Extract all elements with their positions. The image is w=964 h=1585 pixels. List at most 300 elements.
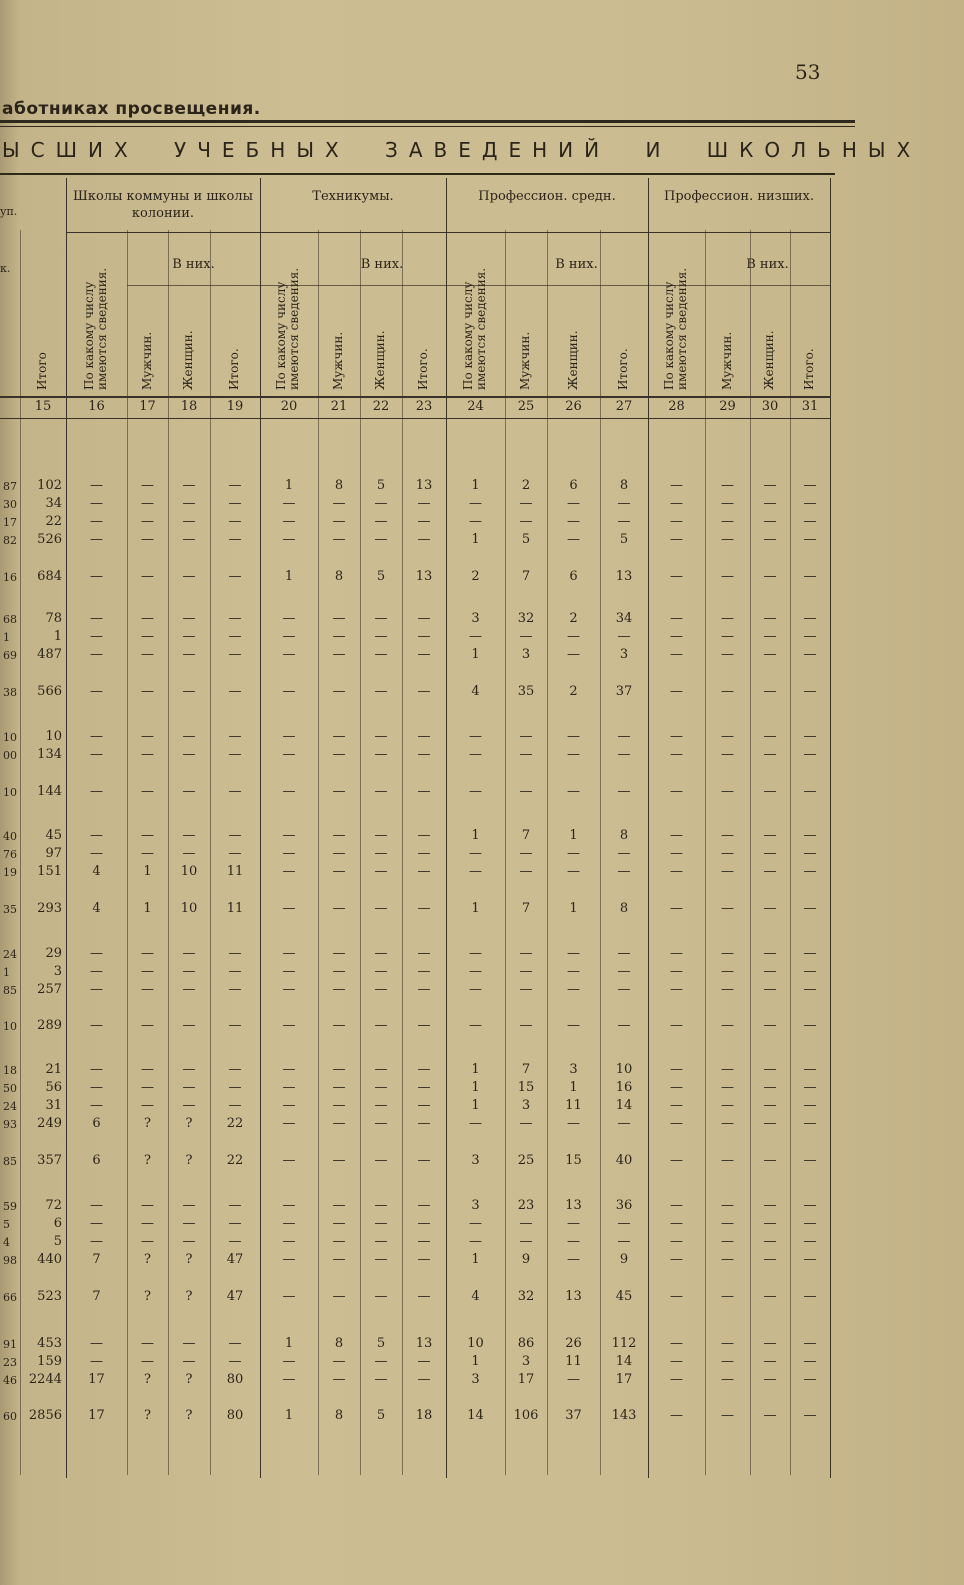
- table-cell: —: [721, 864, 734, 879]
- table-cell: —: [721, 964, 734, 979]
- table-cell: —: [374, 532, 388, 547]
- table-cell: —: [417, 1080, 431, 1095]
- table-cell: 1: [471, 901, 480, 916]
- table-cell: —: [374, 1216, 388, 1231]
- stub-number: 10: [3, 731, 17, 744]
- table-cell: 289: [37, 1018, 62, 1033]
- table-cell: —: [182, 569, 196, 584]
- table-cell: —: [617, 846, 631, 861]
- table-cell: ?: [185, 1252, 193, 1267]
- table-cell: —: [228, 784, 242, 799]
- stub-number: 46: [3, 1374, 17, 1387]
- table-cell: 6: [92, 1153, 101, 1168]
- group-subheader: В них.: [360, 257, 404, 272]
- table-cell: —: [417, 1289, 431, 1304]
- table-cell: —: [721, 1198, 734, 1213]
- table-cell: —: [567, 729, 580, 744]
- table-cell: —: [763, 982, 777, 997]
- table-cell: —: [332, 611, 346, 626]
- stub-number: 18: [3, 1064, 17, 1077]
- table-cell: —: [90, 532, 103, 547]
- table-cell: —: [332, 982, 346, 997]
- table-cell: —: [763, 1408, 777, 1423]
- table-cell: 1: [471, 1062, 480, 1077]
- table-cell: 1: [284, 1336, 294, 1351]
- table-cell: 86: [517, 1336, 535, 1351]
- table-cell: —: [417, 828, 431, 843]
- table-cell: —: [417, 846, 431, 861]
- table-cell: 22: [226, 1116, 244, 1131]
- table-cell: —: [228, 684, 242, 699]
- table-cell: 31: [45, 1098, 62, 1113]
- table-cell: —: [182, 532, 196, 547]
- table-cell: —: [721, 532, 734, 547]
- table-cell: 36: [615, 1198, 633, 1213]
- table-cell: —: [141, 647, 154, 662]
- table-cell: —: [763, 1018, 777, 1033]
- table-cell: —: [417, 1116, 431, 1131]
- table-cell: ?: [185, 1153, 193, 1168]
- table-cell: 1: [569, 1080, 578, 1095]
- table-cell: —: [228, 982, 242, 997]
- table-cell: —: [417, 946, 431, 961]
- table-cell: —: [803, 478, 817, 493]
- table-cell: —: [332, 747, 346, 762]
- table-cell: —: [763, 647, 777, 662]
- table-cell: —: [763, 784, 777, 799]
- table-cell: —: [721, 729, 734, 744]
- stub-number: 69: [3, 649, 17, 662]
- table-cell: —: [763, 828, 777, 843]
- table-cell: —: [90, 729, 103, 744]
- table-cell: 102: [37, 478, 62, 493]
- table-cell: —: [721, 1153, 734, 1168]
- table-cell: 9: [619, 1252, 629, 1267]
- table-cell: —: [670, 514, 683, 529]
- table-cell: 32: [517, 611, 535, 626]
- column-label-known: По какому числу имеются сведения.: [661, 267, 689, 390]
- table-cell: —: [803, 1336, 817, 1351]
- table-cell: —: [182, 1098, 196, 1113]
- stub-header-bottom: к.: [0, 262, 11, 275]
- table-cell: —: [182, 611, 196, 626]
- column-number: 18: [180, 399, 198, 414]
- table-cell: —: [282, 1153, 296, 1168]
- table-cell: 35: [517, 684, 535, 699]
- table-cell: —: [803, 496, 817, 511]
- stub-number: 1: [3, 966, 10, 979]
- table-cell: —: [763, 1062, 777, 1077]
- column-number-rule-bottom: [0, 418, 830, 419]
- table-cell: —: [417, 1372, 431, 1387]
- table-cell: —: [763, 514, 777, 529]
- table-cell: —: [282, 1198, 296, 1213]
- table-cell: —: [721, 1062, 734, 1077]
- table-cell: —: [141, 1336, 154, 1351]
- table-cell: —: [670, 946, 683, 961]
- table-cell: —: [803, 1234, 817, 1249]
- table-cell: —: [617, 747, 631, 762]
- table-cell: —: [141, 1080, 154, 1095]
- column-number-rule-top: [0, 396, 830, 398]
- table-cell: ?: [144, 1372, 151, 1387]
- table-cell: 97: [45, 846, 62, 861]
- table-cell: —: [417, 647, 431, 662]
- column-number: 28: [668, 399, 685, 414]
- table-cell: —: [803, 982, 817, 997]
- table-cell: —: [90, 828, 103, 843]
- table-cell: —: [519, 1018, 533, 1033]
- table-cell: 29: [45, 946, 62, 961]
- table-cell: —: [228, 629, 242, 644]
- table-cell: —: [763, 532, 777, 547]
- table-cell: —: [670, 901, 683, 916]
- table-cell: —: [617, 784, 631, 799]
- table-cell: —: [374, 864, 388, 879]
- stub-number: 1: [3, 631, 10, 644]
- table-cell: —: [519, 846, 533, 861]
- table-cell: —: [721, 784, 734, 799]
- table-cell: —: [141, 611, 154, 626]
- table-cell: —: [90, 1354, 103, 1369]
- stub-number: 60: [3, 1410, 17, 1423]
- column-number: 29: [719, 399, 736, 414]
- table-cell: 3: [471, 1372, 480, 1387]
- group-subheader: В них.: [555, 257, 598, 272]
- stub-number: 16: [3, 571, 17, 584]
- table-cell: —: [721, 1372, 734, 1387]
- table-cell: —: [182, 1018, 196, 1033]
- table-cell: —: [332, 864, 346, 879]
- table-cell: 6: [53, 1216, 62, 1231]
- stub-number: 38: [3, 686, 17, 699]
- table-cell: 1: [284, 569, 294, 584]
- table-cell: —: [141, 629, 154, 644]
- table-cell: —: [332, 1234, 346, 1249]
- table-cell: —: [617, 729, 631, 744]
- table-cell: —: [763, 729, 777, 744]
- table-cell: 106: [513, 1408, 539, 1423]
- column-label-women: Женщин.: [181, 330, 195, 390]
- table-cell: —: [721, 496, 734, 511]
- table-cell: —: [182, 747, 196, 762]
- table-cell: —: [332, 1372, 346, 1387]
- table-cell: —: [332, 496, 346, 511]
- column-number: 27: [615, 399, 633, 414]
- table-cell: —: [228, 1234, 242, 1249]
- table-cell: —: [90, 1098, 103, 1113]
- table-cell: —: [567, 1116, 580, 1131]
- table-cell: —: [332, 828, 346, 843]
- table-cell: —: [182, 982, 196, 997]
- table-cell: 159: [37, 1354, 62, 1369]
- group-title: Профессион. низших.: [664, 189, 814, 204]
- table-cell: —: [141, 1062, 154, 1077]
- table-cell: 1: [471, 1080, 480, 1095]
- table-cell: 47: [226, 1289, 244, 1304]
- table-cell: 40: [615, 1153, 633, 1168]
- table-cell: 23: [517, 1198, 535, 1213]
- table-cell: —: [374, 1153, 388, 1168]
- table-cell: —: [803, 846, 817, 861]
- table-cell: —: [90, 982, 103, 997]
- table-cell: 2244: [28, 1372, 62, 1387]
- table-cell: —: [721, 1289, 734, 1304]
- table-cell: —: [519, 784, 533, 799]
- column-number: 26: [565, 399, 582, 414]
- table-cell: —: [90, 1080, 103, 1095]
- table-cell: —: [332, 964, 346, 979]
- table-cell: ?: [185, 1372, 193, 1387]
- table-cell: 34: [45, 496, 62, 511]
- table-cell: —: [417, 864, 431, 879]
- table-cell: —: [721, 629, 734, 644]
- table-cell: 14: [467, 1408, 484, 1423]
- column-number: 31: [801, 399, 819, 414]
- stub-number: 68: [3, 613, 17, 626]
- table-cell: —: [803, 1216, 817, 1231]
- table-cell: —: [141, 532, 154, 547]
- stub-number: 98: [3, 1254, 17, 1267]
- table-cell: —: [374, 1098, 388, 1113]
- table-cell: —: [141, 946, 154, 961]
- table-cell: —: [617, 1216, 631, 1231]
- table-cell: —: [90, 1062, 103, 1077]
- table-cell: —: [763, 684, 777, 699]
- table-cell: —: [567, 982, 580, 997]
- table-cell: —: [567, 864, 580, 879]
- table-cell: 1: [471, 828, 480, 843]
- table-cell: —: [182, 1354, 196, 1369]
- table-cell: —: [282, 1234, 296, 1249]
- table-cell: 13: [565, 1198, 582, 1213]
- table-cell: 1: [471, 647, 480, 662]
- table-cell: 2: [569, 611, 578, 626]
- stub-number: 66: [3, 1291, 17, 1304]
- table-cell: —: [803, 532, 817, 547]
- column-label-men: Мужчин.: [139, 331, 154, 390]
- table-cell: —: [282, 1252, 296, 1267]
- table-cell: —: [282, 629, 296, 644]
- table-cell: —: [567, 1216, 580, 1231]
- table-cell: —: [332, 1080, 346, 1095]
- table-cell: —: [332, 901, 346, 916]
- table-cell: —: [670, 964, 683, 979]
- table-cell: —: [469, 729, 482, 744]
- table-cell: 32: [517, 1289, 535, 1304]
- table-cell: —: [332, 946, 346, 961]
- column-number: 19: [226, 399, 244, 414]
- table-cell: —: [763, 1080, 777, 1095]
- table-cell: —: [374, 647, 388, 662]
- table-cell: —: [670, 478, 683, 493]
- table-cell: —: [803, 1062, 817, 1077]
- stub-number: 4: [3, 1236, 10, 1249]
- table-cell: —: [228, 478, 242, 493]
- table-cell: —: [282, 647, 296, 662]
- table-cell: —: [374, 1252, 388, 1267]
- table-cell: 134: [37, 747, 62, 762]
- table-cell: 18: [415, 1408, 433, 1423]
- table-cell: 8: [334, 478, 344, 493]
- table-cell: —: [567, 1252, 580, 1267]
- table-cell: —: [763, 1336, 777, 1351]
- table-cell: 8: [334, 1408, 344, 1423]
- table-cell: —: [141, 684, 154, 699]
- table-cell: 10: [180, 864, 198, 879]
- table-cell: —: [417, 1234, 431, 1249]
- table-cell: 151: [37, 864, 62, 879]
- table-cell: —: [141, 982, 154, 997]
- table-cell: 1: [569, 901, 578, 916]
- table-cell: —: [374, 1198, 388, 1213]
- table-cell: 2: [471, 569, 480, 584]
- table-cell: —: [374, 611, 388, 626]
- table-cell: —: [763, 747, 777, 762]
- table-cell: —: [763, 496, 777, 511]
- table-cell: —: [141, 1354, 154, 1369]
- group-divider: [830, 178, 831, 1478]
- table-cell: 11: [226, 864, 244, 879]
- table-cell: ?: [144, 1289, 151, 1304]
- table-cell: —: [182, 496, 196, 511]
- table-cell: ?: [144, 1252, 151, 1267]
- table-cell: —: [228, 514, 242, 529]
- table-cell: —: [332, 1062, 346, 1077]
- table-cell: —: [417, 684, 431, 699]
- stub-number: 17: [3, 516, 17, 529]
- table-cell: —: [182, 684, 196, 699]
- table-cell: —: [374, 828, 388, 843]
- table-cell: —: [374, 496, 388, 511]
- table-cell: —: [282, 1062, 296, 1077]
- table-cell: —: [332, 629, 346, 644]
- table-cell: —: [182, 1216, 196, 1231]
- table-cell: —: [763, 1098, 777, 1113]
- table-cell: —: [763, 964, 777, 979]
- table-cell: —: [803, 1018, 817, 1033]
- column-label-known: По какому числу имеются сведения.: [274, 267, 301, 390]
- table-cell: —: [332, 1098, 346, 1113]
- stub-number: 91: [3, 1338, 17, 1351]
- stub-number: 40: [3, 830, 17, 843]
- stub-number: 35: [3, 903, 17, 916]
- table-cell: 21: [45, 1062, 62, 1077]
- table-cell: 8: [334, 1336, 344, 1351]
- table-cell: —: [670, 684, 683, 699]
- table-cell: —: [282, 1372, 296, 1387]
- table-cell: —: [182, 1336, 196, 1351]
- table-cell: —: [721, 828, 734, 843]
- table-cell: —: [803, 784, 817, 799]
- table-cell: 5: [53, 1234, 62, 1249]
- table-cell: —: [519, 1234, 533, 1249]
- table-cell: —: [90, 846, 103, 861]
- table-cell: —: [803, 629, 817, 644]
- stub-number: 24: [3, 948, 17, 961]
- table-cell: —: [519, 864, 533, 879]
- column-label-men: Мужчин.: [719, 331, 734, 390]
- table-cell: —: [182, 846, 196, 861]
- table-cell: —: [567, 846, 580, 861]
- stub-number: 19: [3, 866, 17, 879]
- table-cell: 1: [284, 478, 294, 493]
- table-cell: —: [182, 946, 196, 961]
- table-cell: —: [374, 846, 388, 861]
- table-cell: 1: [471, 1098, 480, 1113]
- table-cell: —: [90, 514, 103, 529]
- table-cell: —: [282, 729, 296, 744]
- table-cell: 15: [565, 1153, 582, 1168]
- table-cell: —: [469, 964, 482, 979]
- table-cell: —: [721, 569, 734, 584]
- table-cell: —: [228, 1336, 242, 1351]
- table-cell: 8: [334, 569, 344, 584]
- table-cell: —: [228, 1062, 242, 1077]
- table-cell: 7: [92, 1289, 101, 1304]
- table-cell: —: [228, 964, 242, 979]
- table-cell: —: [670, 1153, 683, 1168]
- table-cell: 13: [415, 569, 433, 584]
- table-cell: —: [803, 864, 817, 879]
- table-cell: —: [90, 684, 103, 699]
- table-cell: —: [469, 1018, 482, 1033]
- table-cell: —: [469, 864, 482, 879]
- table-cell: 3: [53, 964, 62, 979]
- table-cell: —: [721, 1116, 734, 1131]
- table-cell: —: [141, 1234, 154, 1249]
- table-cell: —: [670, 864, 683, 879]
- table-cell: —: [469, 982, 482, 997]
- table-cell: —: [374, 946, 388, 961]
- table-cell: —: [763, 946, 777, 961]
- table-cell: —: [182, 647, 196, 662]
- table-cell: —: [567, 1234, 580, 1249]
- table-cell: 1: [471, 1354, 480, 1369]
- table-cell: —: [417, 964, 431, 979]
- table-cell: —: [182, 1198, 196, 1213]
- table-cell: —: [90, 747, 103, 762]
- table-cell: —: [417, 1098, 431, 1113]
- table-cell: —: [469, 784, 482, 799]
- table-cell: —: [670, 1198, 683, 1213]
- table-cell: —: [670, 1018, 683, 1033]
- table-cell: —: [803, 684, 817, 699]
- table-cell: 2856: [28, 1408, 62, 1423]
- table-cell: —: [670, 1116, 683, 1131]
- table-cell: —: [721, 1354, 734, 1369]
- table-cell: 684: [37, 569, 62, 584]
- table-cell: —: [617, 964, 631, 979]
- table-cell: —: [721, 1234, 734, 1249]
- table-cell: —: [141, 747, 154, 762]
- table-cell: —: [332, 1018, 346, 1033]
- table-cell: —: [469, 514, 482, 529]
- table-cell: —: [417, 1252, 431, 1267]
- table-cell: 453: [37, 1336, 62, 1351]
- table-cell: 22: [226, 1153, 244, 1168]
- header-rule: [0, 120, 855, 123]
- table-cell: —: [182, 1062, 196, 1077]
- table-cell: 5: [376, 1336, 386, 1351]
- table-cell: —: [763, 1234, 777, 1249]
- table-cell: —: [567, 532, 580, 547]
- table-cell: —: [670, 647, 683, 662]
- table-cell: —: [282, 901, 296, 916]
- table-cell: —: [228, 946, 242, 961]
- table-cell: 1: [143, 901, 152, 916]
- table-cell: —: [90, 784, 103, 799]
